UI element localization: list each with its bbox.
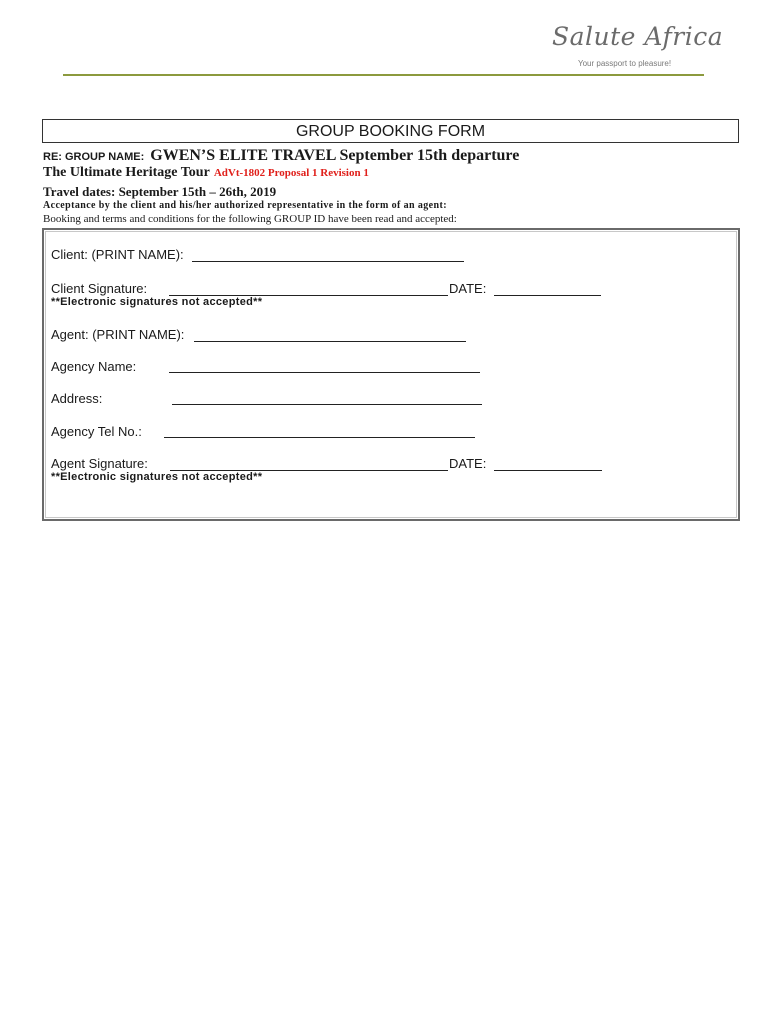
tour-name: The Ultimate Heritage Tour [43, 165, 210, 180]
client-print-name-label: Client: (PRINT NAME): [51, 247, 184, 262]
client-print-name-field[interactable] [192, 261, 464, 262]
address-field[interactable] [172, 404, 482, 405]
logo-wordmark: Salute Africa [552, 22, 724, 51]
terms-text: Booking and terms and conditions for the following GROUP ID have been read and accepted: [43, 213, 457, 225]
agent-signature-note: **Electronic signatures not accepted** [51, 471, 263, 483]
company-logo [548, 18, 724, 70]
header-divider [63, 74, 704, 76]
logo-tagline: Your passport to pleasure! [578, 59, 672, 68]
agency-tel-field[interactable] [164, 437, 475, 438]
client-signature-label: Client Signature: [51, 281, 148, 296]
agent-date-label: DATE: [449, 456, 487, 471]
form-title: GROUP BOOKING FORM [42, 119, 739, 143]
group-name-label: RE: GROUP NAME: [43, 151, 145, 163]
agency-tel-label: Agency Tel No.: [51, 424, 142, 439]
group-name-line [43, 147, 519, 165]
client-signature-note: **Electronic signatures not accepted** [51, 296, 263, 308]
agent-print-name-field[interactable] [194, 341, 466, 342]
agent-signature-label: Agent Signature: [51, 456, 148, 471]
travel-dates: Travel dates: September 15th – 26th, 2019 [43, 184, 277, 199]
tour-line [43, 165, 369, 181]
client-date-label: DATE: [449, 281, 487, 296]
agency-name-label: Agency Name: [51, 359, 137, 374]
address-label: Address: [51, 391, 103, 406]
client-date-field[interactable] [494, 295, 601, 296]
group-name-value: GWEN’S ELITE TRAVEL September 15th departure [150, 147, 520, 164]
agent-print-name-label: Agent: (PRINT NAME): [51, 327, 185, 342]
tour-code: AdVt-1802 Proposal 1 Revision 1 [213, 167, 369, 179]
agent-date-field[interactable] [494, 470, 602, 471]
agency-name-field[interactable] [169, 372, 480, 373]
acceptance-text: Acceptance by the client and his/her authorized representative in the form of an agent: [43, 200, 447, 211]
